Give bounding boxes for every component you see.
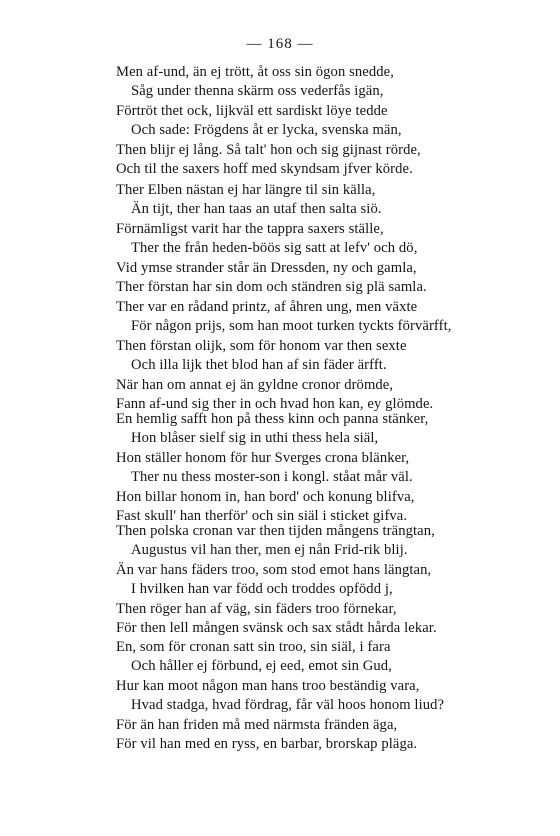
verse-line: Ther nu thess moster-son i kongl. ståat mår väl. xyxy=(131,469,413,486)
page-number: — 168 — xyxy=(246,36,314,52)
verse-line: Then röger han af väg, sin fäders troo förnekar, xyxy=(116,600,397,617)
verse-line: Och illa lijk thet blod han af sin fäder ärfft. xyxy=(131,357,387,374)
stanza xyxy=(116,522,536,638)
verse-line: En, som för cronan satt sin troo, sin siäl, i fara xyxy=(116,639,391,655)
verse-line: För then lell mången svänsk och sax stådt hårda lekar. xyxy=(116,619,437,636)
verse-line: När han om annat ej än gyldne cronor drömde, xyxy=(116,376,394,393)
verse-line: Ther förstan har sin dom och ständren sig plä samla. xyxy=(116,278,427,295)
verse-line: Men af-und, än ej trött, åt oss sin ögon snedde, xyxy=(116,64,394,80)
stanza xyxy=(116,410,536,526)
verse-line: Hvad stadga, hvad fördrag, får väl hoos honom liud? xyxy=(131,697,445,714)
verse-line: Och til the saxers hoff med skyndsam jfver körde. xyxy=(116,160,413,177)
verse-line: Ther var en rådand printz, af åhren ung, men växte xyxy=(116,299,418,315)
verse-line: Then polska cronan var then tijden mångens trängtan, xyxy=(116,523,435,539)
verse-line: Fast skull' han therför' och sin siäl i sticket gifva. xyxy=(116,507,408,524)
verse-line: Ther the från heden-böös sig satt at lefv' och dö, xyxy=(131,240,418,257)
verse-line: Then blijr ej lång. Så talt' hon och sig gijnast rörde, xyxy=(116,141,421,158)
verse-line: För någon prijs, som han moot turken tyckts förvärfft, xyxy=(131,318,452,335)
verse-line: För än han friden må med närmsta fränden äga, xyxy=(116,716,398,733)
verse-line: Förtröt thet ock, lijkväl ett sardiskt löye tedde xyxy=(116,102,388,119)
verse-line: Vid ymse strander står än Dressden, ny och gamla, xyxy=(116,259,417,276)
verse-line: Och sade: Frögdens åt er lycka, svenska män, xyxy=(131,122,402,139)
verse-line: Förnämligst varit har the tappra saxers ställe, xyxy=(116,220,384,237)
stanza xyxy=(116,63,536,179)
verse-line: Hon ställer honom för hur Sverges crona blänker, xyxy=(116,449,410,466)
verse-line: Fann af-und sig ther in och hvad hon kan, ey glömde. xyxy=(116,395,434,412)
verse-line: Augustus vil han ther, men ej nån Frid-rik blij. xyxy=(131,542,408,559)
verse-line: Såg under thenna skärm oss vederfås igän, xyxy=(131,83,384,100)
stanza xyxy=(116,638,536,754)
verse-line: I hvilken han var född och troddes opfödd j, xyxy=(131,581,393,598)
verse-line: Then förstan olijk, som för honom var then sexte xyxy=(116,337,407,354)
verse-line: Än tijt, ther han taas an utaf then salta siö. xyxy=(131,201,382,218)
stanza xyxy=(116,181,536,297)
stanza xyxy=(116,298,536,414)
verse-line: Ther Elben nästan ej har längre til sin källa, xyxy=(116,182,376,198)
verse-line: Hur kan moot någon man hans troo beständig vara, xyxy=(116,677,420,694)
verse-line: För vil han med en ryss, en barbar, brorskap pläga. xyxy=(116,735,418,752)
verse-line: Hon billar honom in, han bord' och konung blifva, xyxy=(116,488,415,505)
verse-line: En hemlig safft hon på thess kinn och panna stänker, xyxy=(116,411,429,427)
verse-line: Än var hans fäders troo, som stod emot hans längtan, xyxy=(116,561,432,578)
verse-line: Och håller ej förbund, ej eed, emot sin Gud, xyxy=(131,658,392,675)
verse-line: Hon blåser sielf sig in uthi thess hela siäl, xyxy=(131,430,379,447)
